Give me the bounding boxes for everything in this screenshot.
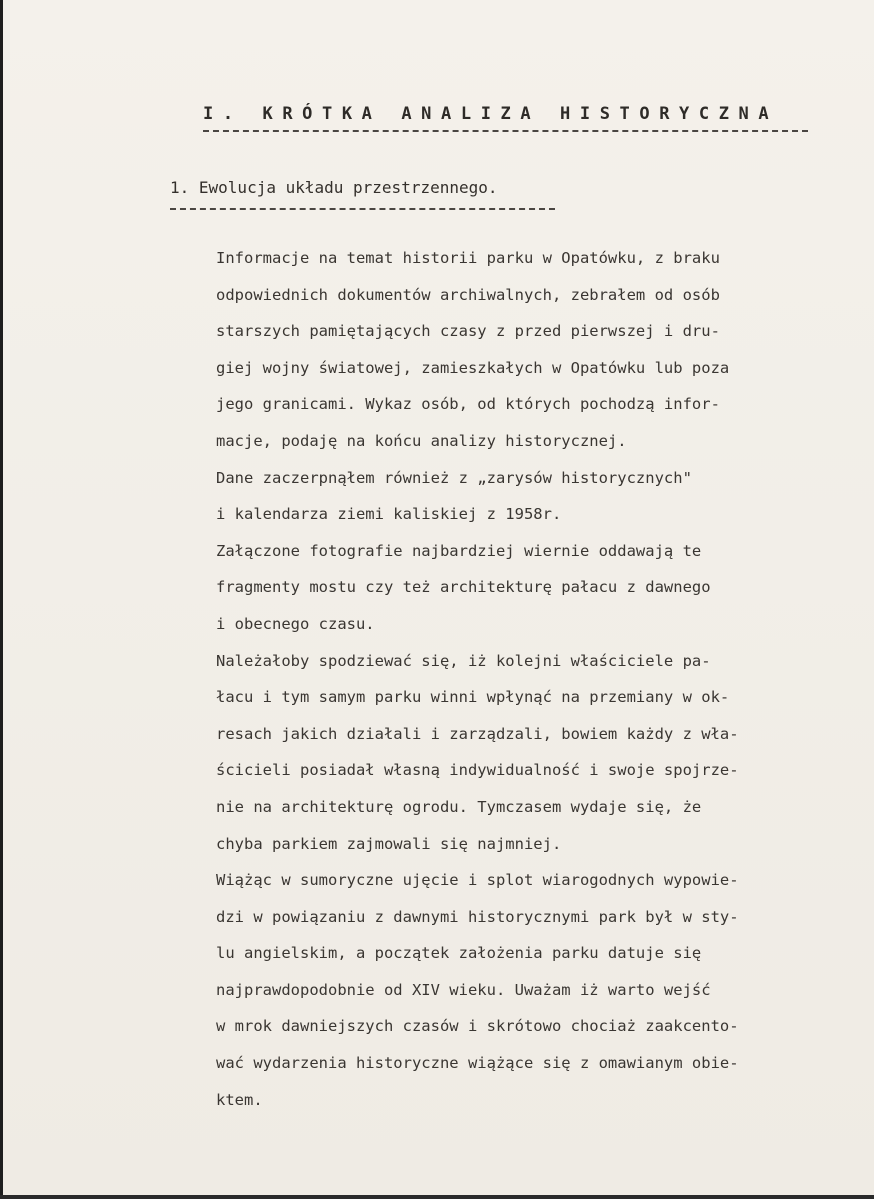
section-underline xyxy=(170,208,555,210)
scan-edge-bottom xyxy=(0,1195,874,1199)
text-line: najprawdopodobnie od XIV wieku. Uważam iż warto wejść xyxy=(216,980,711,999)
text-line: lu angielskim, a początek założenia parku datuje się xyxy=(216,944,702,963)
section-heading: 1. Ewolucja układu przestrzennego. xyxy=(170,178,498,197)
text-line: jego granicami. Wykaz osób, od których pochodzą infor- xyxy=(216,395,720,414)
text-line: chyba parkiem zajmowali się najmniej. xyxy=(216,834,562,853)
text-line: wać wydarzenia historyczne wiążące się z omawianym obie- xyxy=(216,1054,739,1073)
text-line: Załączone fotografie najbardziej wiernie oddawają te xyxy=(216,541,702,560)
text-line: Informacje na temat historii parku w Opatówku, z braku xyxy=(216,249,720,267)
title-underline xyxy=(203,130,808,132)
text-line: łacu i tym samym parku winni wpłynąć na przemiany w ok- xyxy=(216,688,730,707)
scan-edge-left xyxy=(0,0,3,1199)
text-line: Wiążąc w sumoryczne ujęcie i splot wiarogodnych wypowie- xyxy=(216,871,739,890)
text-line: macje, podaję na końcu analizy historycznej. xyxy=(216,431,627,450)
text-line: ścicieli posiadał własną indywidualność i swoje spojrze- xyxy=(216,761,739,780)
text-line: starszych pamiętających czasy z przed pierwszej i dru- xyxy=(216,322,720,341)
document-title: I. KRÓTKA ANALIZA HISTORYCZNA xyxy=(203,104,779,124)
text-line: giej wojny światowej, zamieszkałych w Opatówku lub poza xyxy=(216,358,730,377)
text-line: i kalendarza ziemi kaliskiej z 1958r. xyxy=(216,505,562,524)
text-line: fragmenty mostu czy też architekturę pałacu z dawnego xyxy=(216,578,711,597)
text-line: resach jakich działali i zarządzali, bowiem każdy z wła- xyxy=(216,724,739,743)
text-line: Należałoby spodziewać się, iż kolejni właściciele pa- xyxy=(216,651,711,670)
text-line: i obecnego czasu. xyxy=(216,614,375,633)
text-line: dzi w powiązaniu z dawnymi historycznymi park był w sty- xyxy=(216,907,739,926)
body-text xyxy=(216,240,816,1118)
text-line: nie na architekturę ogrodu. Tymczasem wydaje się, że xyxy=(216,797,702,816)
text-line: Dane zaczerpnąłem również z „zarysów historycznych" xyxy=(216,468,692,487)
text-line: w mrok dawniejszych czasów i skrótowo chociaż zaakcento- xyxy=(216,1017,739,1036)
text-line: ktem. xyxy=(216,1090,263,1109)
text-line: odpowiednich dokumentów archiwalnych, zebrałem od osób xyxy=(216,285,720,304)
